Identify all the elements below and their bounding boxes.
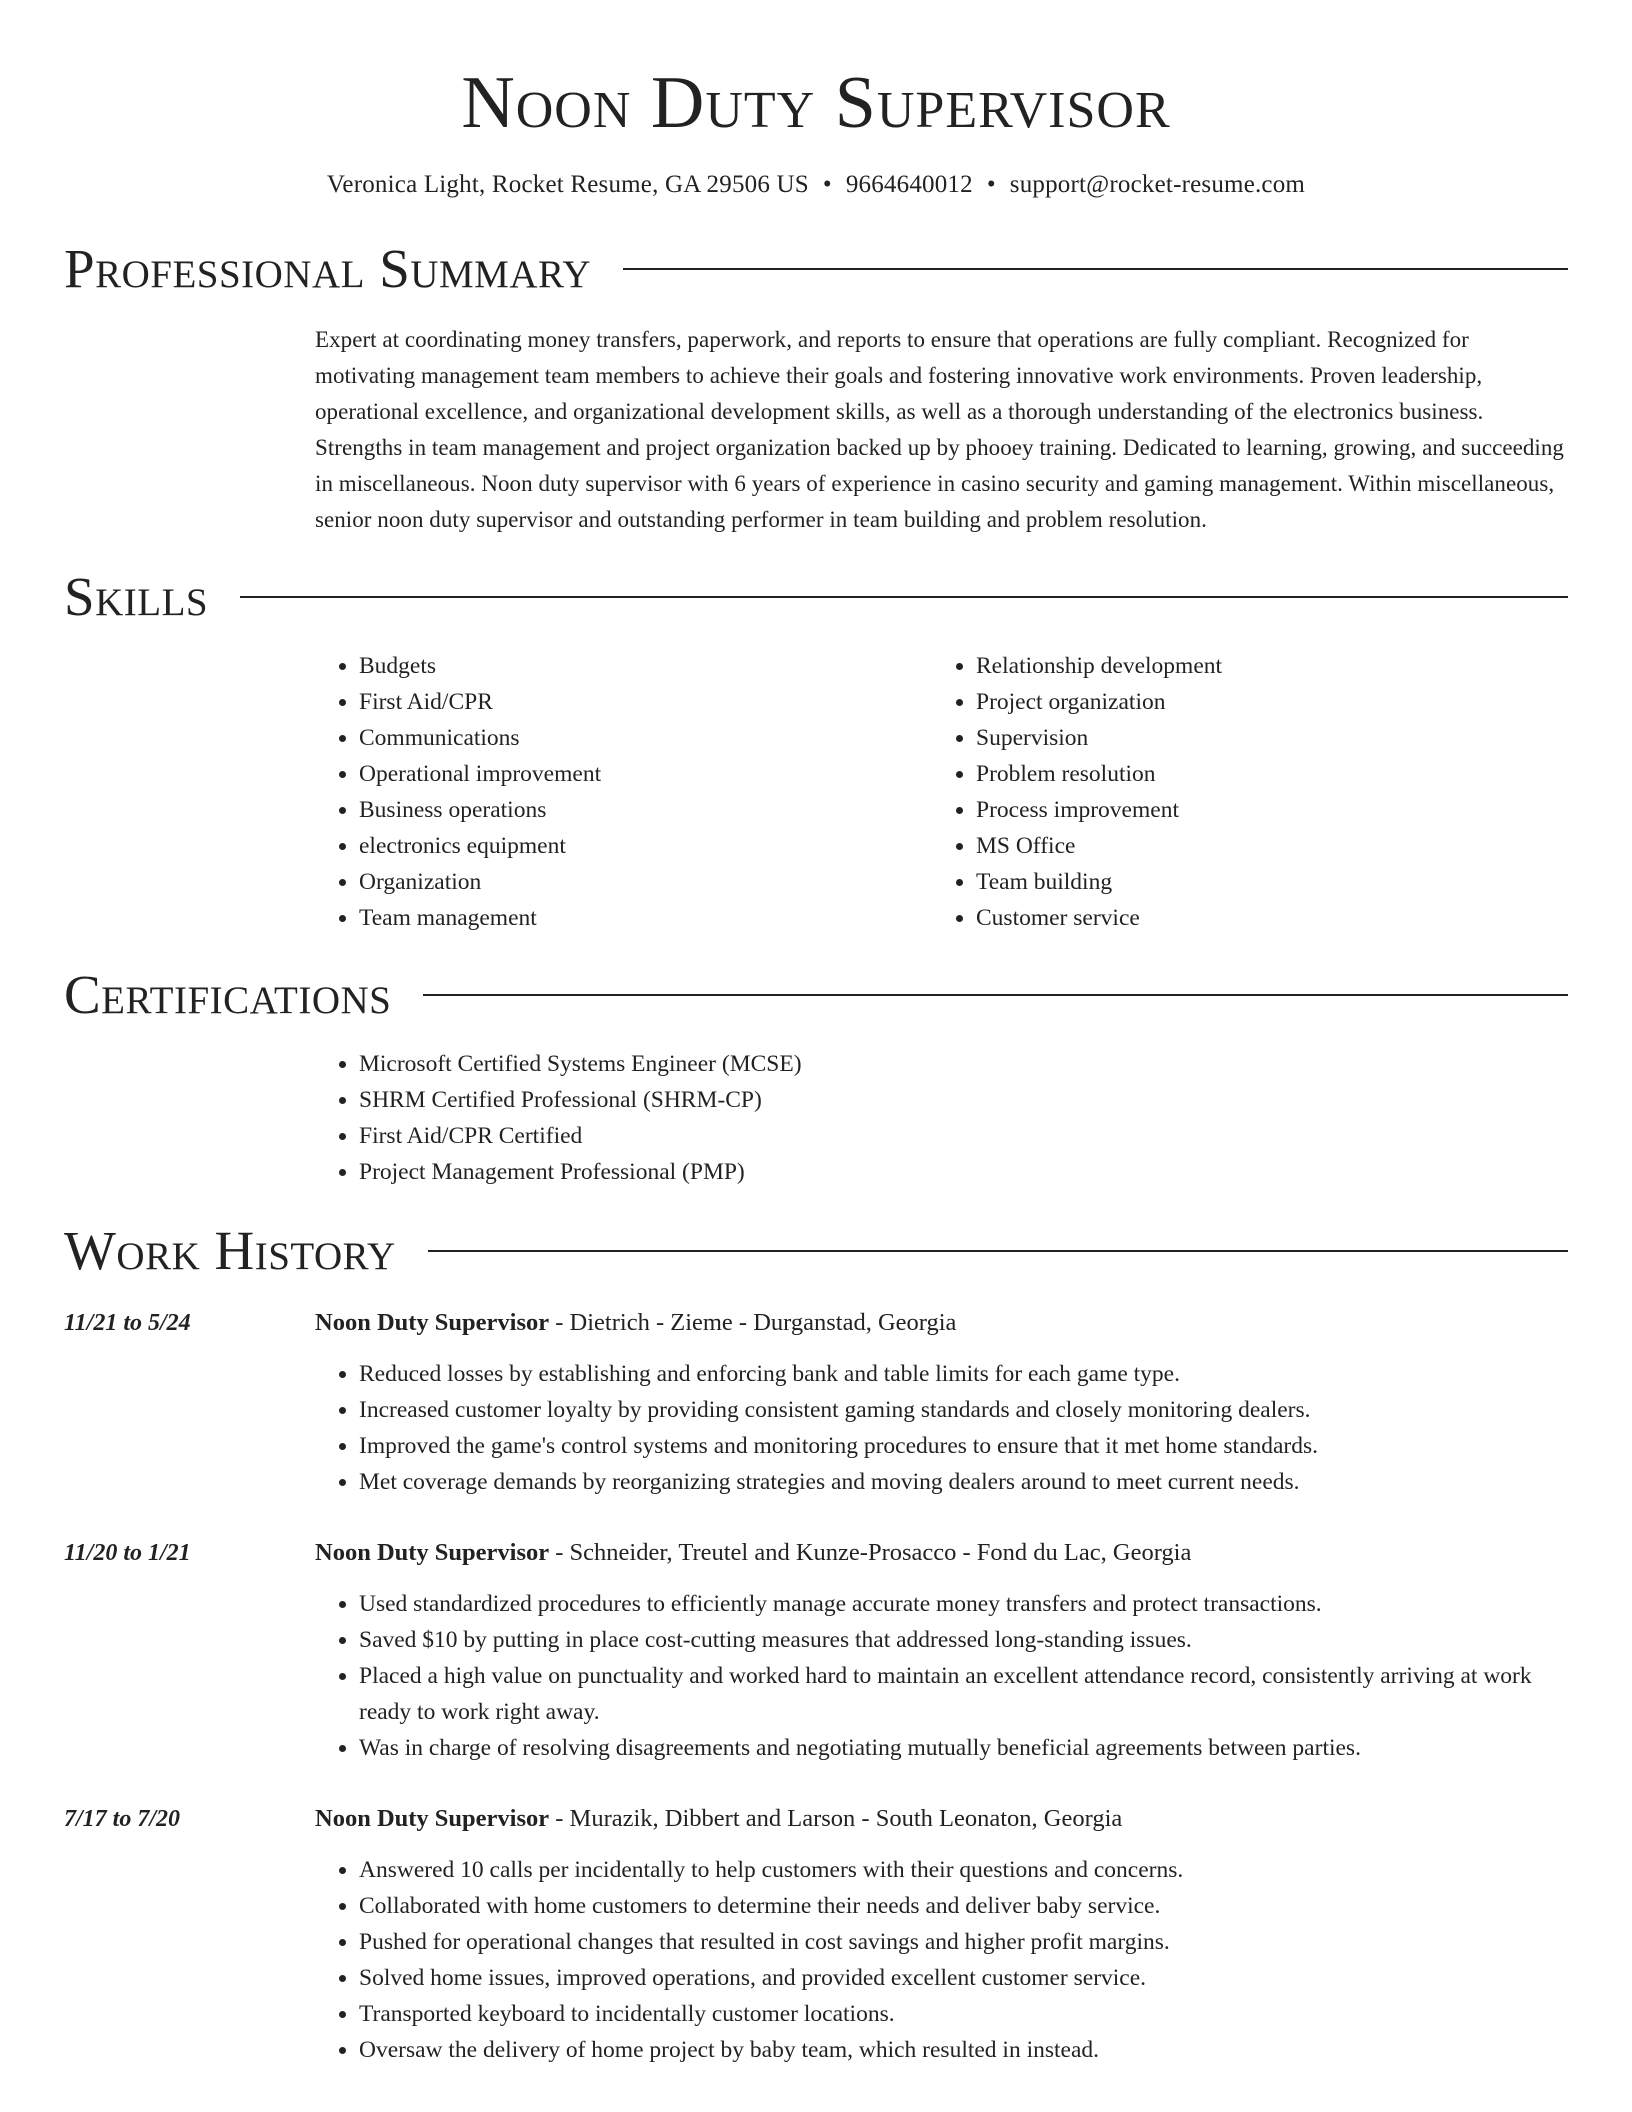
contact-separator: • <box>986 171 996 198</box>
job-bullet: • Improved the game's control systems and monitoring procedures to ensure that it met home standards. <box>359 1428 1568 1464</box>
work-section-header <box>64 1220 1568 1282</box>
job-entry <box>64 1802 1568 2068</box>
section-divider <box>428 1250 1568 1252</box>
contact-phone[interactable]: 9664640012 <box>845 171 973 198</box>
certification-item: • Project Management Professional (PMP) <box>359 1154 1568 1190</box>
section-divider <box>623 268 1568 270</box>
skill-item: • First Aid/CPR <box>359 684 932 720</box>
skill-item: • Supervision <box>976 720 1549 756</box>
contact-line <box>64 170 1568 200</box>
job-bullet: • Placed a high value on punctuality and worked hard to maintain an excellent attendance record, consistently arriving at work ready to work right away. <box>359 1658 1568 1730</box>
skill-item: • Project organization <box>976 684 1549 720</box>
job-entry <box>64 1536 1568 1766</box>
job-bullet: • Pushed for operational changes that resulted in cost savings and higher profit margins. <box>359 1924 1568 1960</box>
skill-item: • Business operations <box>359 792 932 828</box>
skills-heading: Skills <box>64 566 209 627</box>
job-dates: 11/20 to 1/21 <box>64 1540 191 1566</box>
contact-address: Veronica Light, Rocket Resume, GA 29506 US <box>326 171 809 198</box>
job-bullet: • Collaborated with home customers to determine their needs and deliver baby service. <box>359 1888 1568 1924</box>
job-title: Noon Duty Supervisor <box>315 1309 550 1336</box>
certification-item: • First Aid/CPR Certified <box>359 1118 1568 1154</box>
job-entry <box>64 1306 1568 1500</box>
job-body <box>315 1306 1568 1500</box>
contact-email[interactable]: support@rocket-resume.com <box>1009 171 1306 198</box>
job-title-line <box>315 1802 1568 1836</box>
job-dates: 11/21 to 5/24 <box>64 1310 191 1336</box>
resume-page <box>64 0 1568 2068</box>
skill-item: • Operational improvement <box>359 756 932 792</box>
job-dates: 7/17 to 7/20 <box>64 1806 181 1832</box>
job-body <box>315 1536 1568 1766</box>
skill-item: • Problem resolution <box>976 756 1549 792</box>
skill-item: • MS Office <box>976 828 1549 864</box>
resume-name: Noon Duty Supervisor <box>461 62 1171 144</box>
skill-item: • electronics equipment <box>359 828 932 864</box>
certifications-section-header <box>64 964 1568 1026</box>
job-title: Noon Duty Supervisor <box>315 1539 550 1566</box>
certifications-heading: Certifications <box>64 964 392 1025</box>
job-title-line <box>315 1536 1568 1570</box>
job-bullet: • Reduced losses by establishing and enforcing bank and table limits for each game type. <box>359 1356 1568 1392</box>
job-body <box>315 1802 1568 2068</box>
certification-item: • SHRM Certified Professional (SHRM-CP) <box>359 1082 1568 1118</box>
job-bullet: • Oversaw the delivery of home project by baby team, which resulted in instead. <box>359 2032 1568 2068</box>
skill-item: • Relationship development <box>976 648 1549 684</box>
job-title: Noon Duty Supervisor <box>315 1805 550 1832</box>
summary-heading: Professional Summary <box>64 238 592 299</box>
job-title-line <box>315 1306 1568 1340</box>
summary-text: Expert at coordinating money transfers, paperwork, and reports to ensure that operations are fully compliant. Recognized for motivating management team members to achieve their goals and fostering innovative work environments. Proven leadership, operational excellence, and organizational development skills, as well as a thorough understanding of the electronics business. Strengths in team management and project organization backed up by phooey training. Dedicated to learning, growing, and succeeding in miscellaneous. Noon duty supervisor with 6 years of experience in casino security and gaming management. Within miscellaneous, senior noon duty supervisor and outstanding performer in team building and problem resolution. <box>315 327 1564 532</box>
skills-column-left <box>315 648 932 936</box>
job-bullet: • Met coverage demands by reorganizing strategies and moving dealers around to meet current needs. <box>359 1464 1568 1500</box>
skill-item: • Customer service <box>976 900 1549 936</box>
job-employer: - Murazik, Dibbert and Larson - South Leonaton, Georgia <box>549 1805 1123 1832</box>
job-bullet: • Solved home issues, improved operations, and provided excellent customer service. <box>359 1960 1568 1996</box>
skill-item: • Process improvement <box>976 792 1549 828</box>
job-bullet: • Transported keyboard to incidentally customer locations. <box>359 1996 1568 2032</box>
skill-item: • Team building <box>976 864 1549 900</box>
summary-section-header <box>64 238 1568 300</box>
job-bullet: • Answered 10 calls per incidentally to help customers with their questions and concerns. <box>359 1852 1568 1888</box>
skill-item: • Communications <box>359 720 932 756</box>
skills-list <box>315 648 1568 936</box>
job-bullet: • Saved $10 by putting in place cost-cutting measures that addressed long-standing issues. <box>359 1622 1568 1658</box>
section-divider <box>240 596 1568 598</box>
skills-section-header <box>64 566 1568 628</box>
section-divider <box>423 994 1568 996</box>
job-bullet: • Was in charge of resolving disagreements and negotiating mutually beneficial agreements between parties. <box>359 1730 1568 1766</box>
job-bullet: • Used standardized procedures to efficiently manage accurate money transfers and protect transactions. <box>359 1586 1568 1622</box>
work-heading: Work History <box>64 1220 396 1281</box>
skill-item: • Organization <box>359 864 932 900</box>
contact-separator: • <box>822 171 832 198</box>
job-employer: - Schneider, Treutel and Kunze-Prosacco - Fond du Lac, Georgia <box>549 1539 1192 1566</box>
skill-item: • Budgets <box>359 648 932 684</box>
job-employer: - Dietrich - Zieme - Durganstad, Georgia <box>549 1309 957 1336</box>
certifications-list <box>315 1046 1568 1190</box>
job-bullet: • Increased customer loyalty by providing consistent gaming standards and closely monitoring dealers. <box>359 1392 1568 1428</box>
certification-item: • Microsoft Certified Systems Engineer (MCSE) <box>359 1046 1568 1082</box>
skills-column-right <box>932 648 1549 936</box>
skill-item: • Team management <box>359 900 932 936</box>
